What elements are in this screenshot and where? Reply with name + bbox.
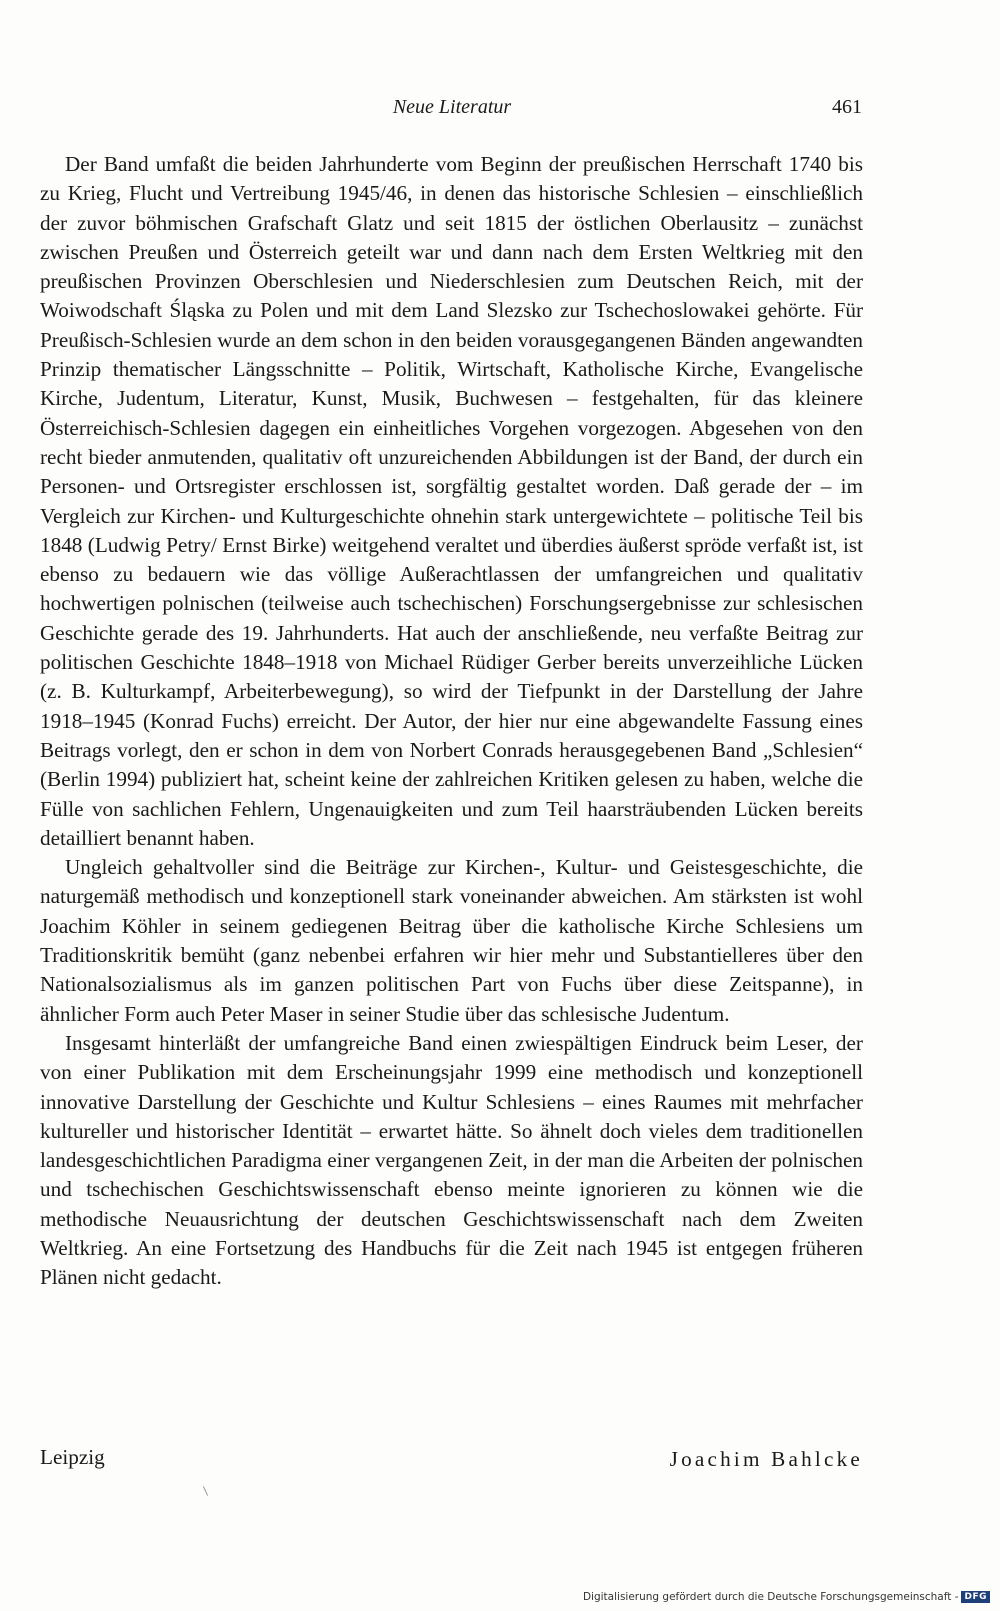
scan-mark [203, 1486, 208, 1495]
signature-author: Joachim Bahlcke [669, 1447, 863, 1471]
body-text [40, 150, 863, 1293]
digitization-footer [583, 1591, 990, 1603]
page-header [42, 96, 862, 126]
paragraph: Ungleich gehaltvoller sind die Beiträge zur Kirchen-, Kultur- und Geistesgeschichte, die naturgemäß methodisch und konzeptionell stark voneinander abweichen. Am stärksten ist wohl Joachim Köhler in seinem gediegenen Beitrag über die katholische Kirche Schlesiens um Traditionskritik bemüht (ganz nebenbei erfahren wir hier mehr und Substantielleres über den Nationalsozialismus als im ganzen politischen Part von Fuchs über diese Zeitspanne), in ähnlicher Form auch Peter Maser in seiner Studie über das schlesische Judentum. [40, 855, 863, 1026]
dfg-logo: DFG [961, 1591, 990, 1603]
footer-credit: Digitalisierung gefördert durch die Deutsche Forschungsgemeinschaft - [582, 1591, 959, 1603]
paragraph: Insgesamt hinterläßt der umfangreiche Band einen zwiespältigen Eindruck beim Leser, der von einer Publikation mit dem Erscheinungsjahr 1999 eine methodisch und konzeptionell innovative Darstellung der Geschichte und Kultur Schlesiens – eines Raumes mit mehrfacher kultureller und historischer Identität – erwartet hätte. So ähnelt doch vieles dem traditionellen landesgeschichtlichen Paradigma einer vergangenen Zeit, in der man die Arbeiten der polnischen und tschechischen Geschichtswissenschaft ebenso meinte ignorieren zu können wie die methodische Neuausrichtung der deutschen Geschichtswissenschaft nach dem Zweiten Weltkrieg. An eine Fortsetzung des Handbuchs für die Zeit nach 1945 ist entgegen früheren Plänen nicht gedacht. [40, 1030, 863, 1290]
signature-line [40, 1445, 863, 1477]
running-title: Neue Literatur [392, 96, 512, 118]
paragraph: Der Band umfaßt die beiden Jahrhunderte vom Beginn der preußischen Herrschaft 1740 bis zu Krieg, Flucht und Vertreibung 1945/46, in denen das historische Schlesien – einschließlich der zuvor böhmischen Grafschaft Glatz und seit 1815 der östlichen Oberlausitz – zunächst zwischen Preußen und Österreich geteilt war und dann nach dem Ersten Weltkrieg mit den preußischen Provinzen Oberschlesien und Niederschlesien zum Deutschen Reich, mit der Woiwodschaft Śląska zu Polen und mit dem Land Slezsko zur Tschechoslowakei gehörte. Für Preußisch-Schlesien wurde an dem schon in den beiden vorausgegangenen Bänden angewandten Prinzip thematischer Längsschnitte – Politik, Wirtschaft, Katholische Kirche, Evangelische Kirche, Judentum, Literatur, Kunst, Musik, Buchwesen – festgehalten, für das kleinere Österreichisch-Schlesien dagegen ein einheitliches Vorgehen vorgezogen. Abgesehen von den recht bieder anmutenden, qualitativ oft unzureichenden Abbildungen ist der Band, der durch ein Personen- und Ortsregister erschlossen ist, sorgfältig gestaltet worden. Daß gerade der – im Vergleich zur Kirchen- und Kulturgeschichte ohnehin stark untergewichtete – politische Teil bis 1848 (Ludwig Petry/ Ernst Birke) weitgehend veraltet und überdies äußerst spröde verfaßt ist, ist ebenso zu bedauern wie das völlige Außerachtlassen der umfangreichen und qualitativ hochwertigen polnischen (teilweise auch tschechischen) Forschungsergebnisse zur schlesischen Geschichte gerade des 19. Jahrhunderts. Hat auch der anschließende, neu verfaßte Beitrag zur politischen Geschichte 1848–1918 von Michael Rüdiger Gerber bereits unverzeihliche Lücken (z. B. Kulturkampf, Arbeiterbewegung), so wird der Tiefpunkt in der Darstellung der Jahre 1918–1945 (Konrad Fuchs) erreicht. Der Autor, der hier nur eine abgewandelte Fassung eines Beitrags vorlegt, den er schon in dem von Norbert Conrads herausgegebenen Band „Schlesien“ (Berlin 1994) publiziert hat, scheint keine der zahlreichen Kritiken gelesen zu haben, welche die Fülle von sachlichen Fehlern, Ungenauigkeiten und zum Teil haarsträubenden Lücken bereits detailliert benannt haben. [40, 152, 863, 850]
signature-place: Leipzig [40, 1445, 105, 1469]
page-number: 461 [832, 96, 862, 118]
